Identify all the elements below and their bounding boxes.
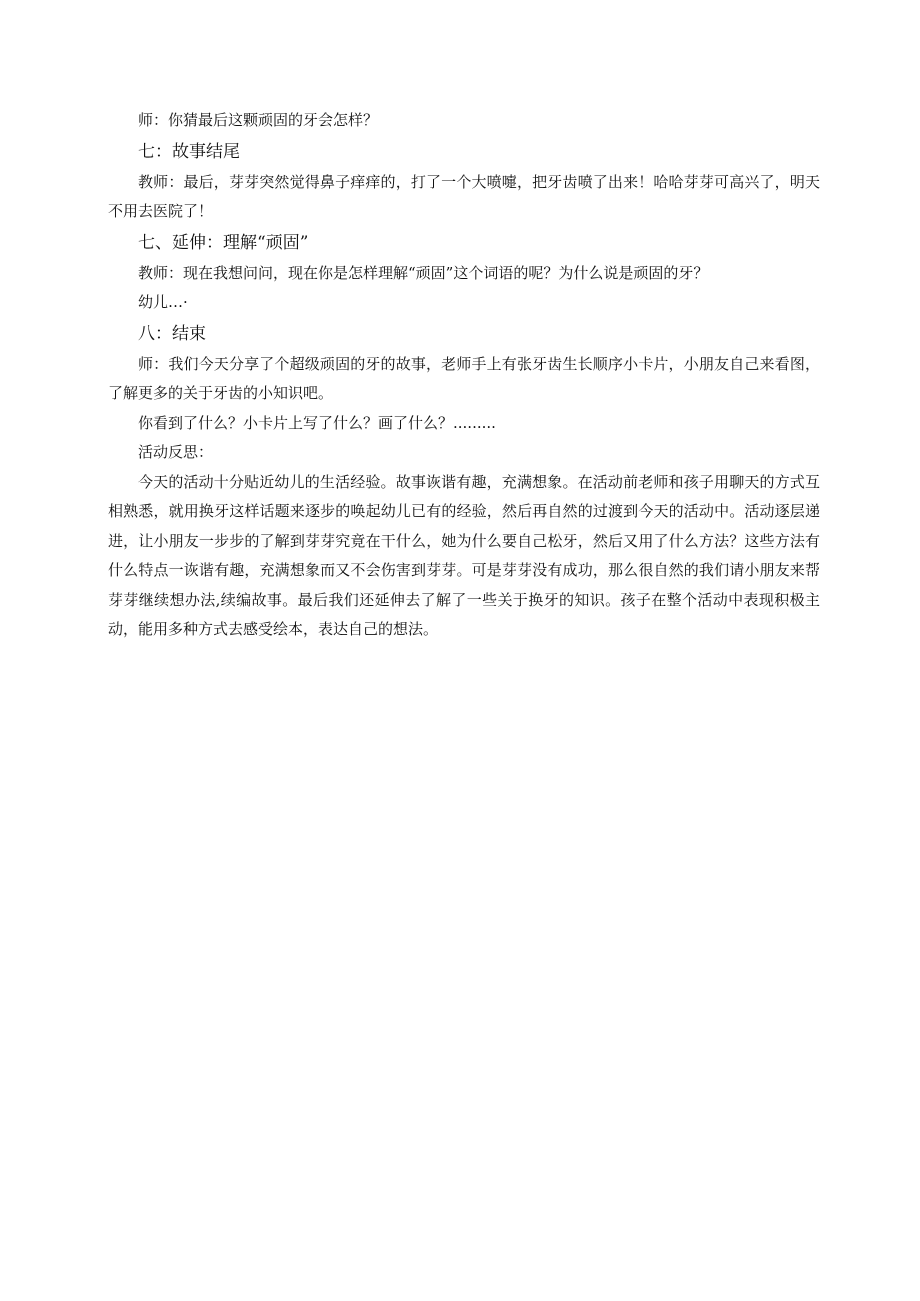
reflection-paragraph: 今天的活动十分贴近幼儿的生活经验。故事诙谐有趣，充满想象。在活动前老师和孩子用聊天的方式互相熟悉，就用换牙这样话题来逐步的唤起幼儿已有的经验，然后再自然的过渡到今天的活动中。活动逐层递进，让小朋友一步步的了解到芽芽究竟在干什么，她为什么要自己松牙，然后又用了什么方法？这些方法有什么特点一诙谐有趣，充满想象而又不会伤害到芽芽。可是芽芽没有成功，那么很自然的我们请小朋友来帮芽芽继续想办法,续编故事。最后我们还延伸去了解了一些关于换牙的知识。孩子在整个活动中表现积极主动，能用多种方式去感受绘本，表达自己的想法。 (108, 472, 820, 638)
section-heading-extension: 七、延伸：理解“顽固” (138, 232, 309, 253)
section-heading-conclusion: 八：结束 (138, 323, 206, 344)
document-body (108, 106, 820, 645)
section-heading-story-ending: 七：故事结尾 (138, 141, 240, 162)
story-ending-paragraph: 教师：最后，芽芽突然觉得鼻子痒痒的，打了一个大喷嚏，把牙齿喷了出来！哈哈芽芽可高兴了，明天不用去医院了！ (108, 172, 820, 220)
card-question-paragraph: 你看到了什么？小卡片上写了什么？画了什么？......... (138, 413, 496, 432)
teacher-ask-paragraph: 教师：现在我想问问，现在你是怎样理解“顽固”这个词语的呢？为什么说是顽固的牙？ (138, 263, 709, 282)
reflection-title: 活动反思： (138, 443, 214, 461)
child-response: 幼儿…· (138, 293, 188, 311)
teacher-question: 师：你猜最后这颗顽固的牙会怎样？ (138, 111, 379, 129)
conclusion-paragraph: 师：我们今天分享了个超级顽固的牙的故事，老师手上有张牙齿生长顺序小卡片，小朋友自己来看图，了解更多的关于牙齿的小知识吧。 (108, 354, 820, 402)
